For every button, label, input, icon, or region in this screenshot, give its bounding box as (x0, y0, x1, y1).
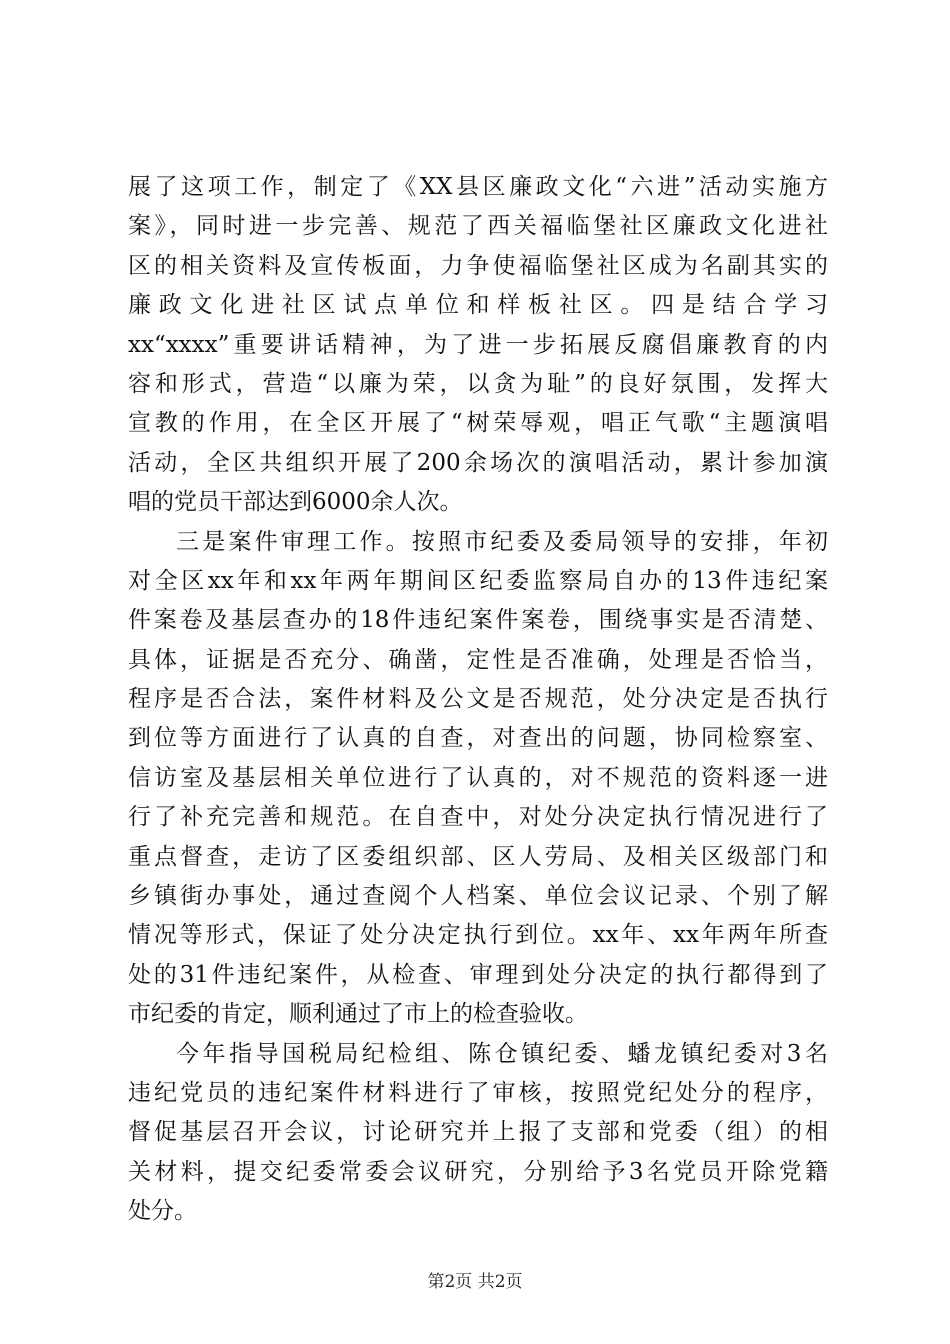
text-line: 区的相关资料及宣传板面，力争使福临堡社区成为名副其实的 (128, 252, 828, 279)
text-line: 关材料，提交纪委常委会议研究，分别给予3名党员开除党籍 (128, 1158, 828, 1185)
text-line: xx“xxxx”重要讲话精神，为了进一步拓展反腐倡廉教育的内 (128, 331, 828, 358)
text-line: 违纪党员的违纪案件材料进行了审核，按照党纪处分的程序， (128, 1079, 828, 1106)
text-line: 程序是否合法，案件材料及公文是否规范，处分决定是否执行 (128, 686, 828, 713)
text-line: 案》，同时进一步完善、规范了西关福临堡社区廉政文化进社 (128, 213, 828, 240)
text-line: 展了这项工作，制定了《XX县区廉政文化“六进”活动实施方 (128, 174, 828, 200)
paragraph-start-line: 今年指导国税局纪检组、陈仓镇纪委、蟠龙镇纪委对3名 (176, 1040, 828, 1067)
text-line: 容和形式，营造“以廉为荣，以贪为耻”的良好氛围，发挥大 (128, 370, 828, 397)
text-line: 唱的党员干部达到6000余人次。 (128, 489, 463, 516)
text-line: 督促基层召开会议，讨论研究并上报了支部和党委（组）的相 (128, 1119, 828, 1146)
text-line: 市纪委的肯定，顺利通过了市上的检查验收。 (128, 1001, 588, 1028)
text-line: 到位等方面进行了认真的自查，对查出的问题，协同检察室、 (128, 725, 828, 752)
text-line: 廉政文化进社区试点单位和样板社区。四是结合学习 (128, 292, 828, 319)
page-footer: 第2页 共2页 (427, 1272, 523, 1292)
text-line: 件案卷及基层查办的18件违纪案件案卷，围绕事实是否清楚、 (128, 607, 828, 634)
text-line: 处分。 (128, 1198, 197, 1225)
text-line: 宣教的作用，在全区开展了“树荣辱观，唱正气歌“主题演唱 (128, 410, 828, 437)
body-text (128, 168, 828, 1232)
text-line: 处的31件违纪案件，从检查、审理到处分决定的执行都得到了 (128, 961, 828, 988)
text-line: 重点督查，走访了区委组织部、区人劳局、及相关区级部门和 (128, 843, 828, 870)
paragraph-start-line: 三是案件审理工作。按照市纪委及委局领导的安排，年初 (176, 528, 828, 555)
text-line: 对全区xx年和xx年两年期间区纪委监察局自办的13件违纪案 (128, 567, 828, 594)
text-line: 活动，全区共组织开展了200余场次的演唱活动，累计参加演 (128, 449, 828, 476)
text-line: 具体，证据是否充分、确凿，定性是否准确，处理是否恰当， (128, 646, 828, 673)
text-line: 乡镇街办事处，通过查阅个人档案、单位会议记录、个别了解 (128, 883, 828, 910)
text-line: 情况等形式，保证了处分决定执行到位。xx年、xx年两年所查 (128, 922, 828, 949)
text-line: 信访室及基层相关单位进行了认真的，对不规范的资料逐一进 (128, 764, 828, 791)
text-line: 行了补充完善和规范。在自查中，对处分决定执行情况进行了 (128, 804, 828, 831)
